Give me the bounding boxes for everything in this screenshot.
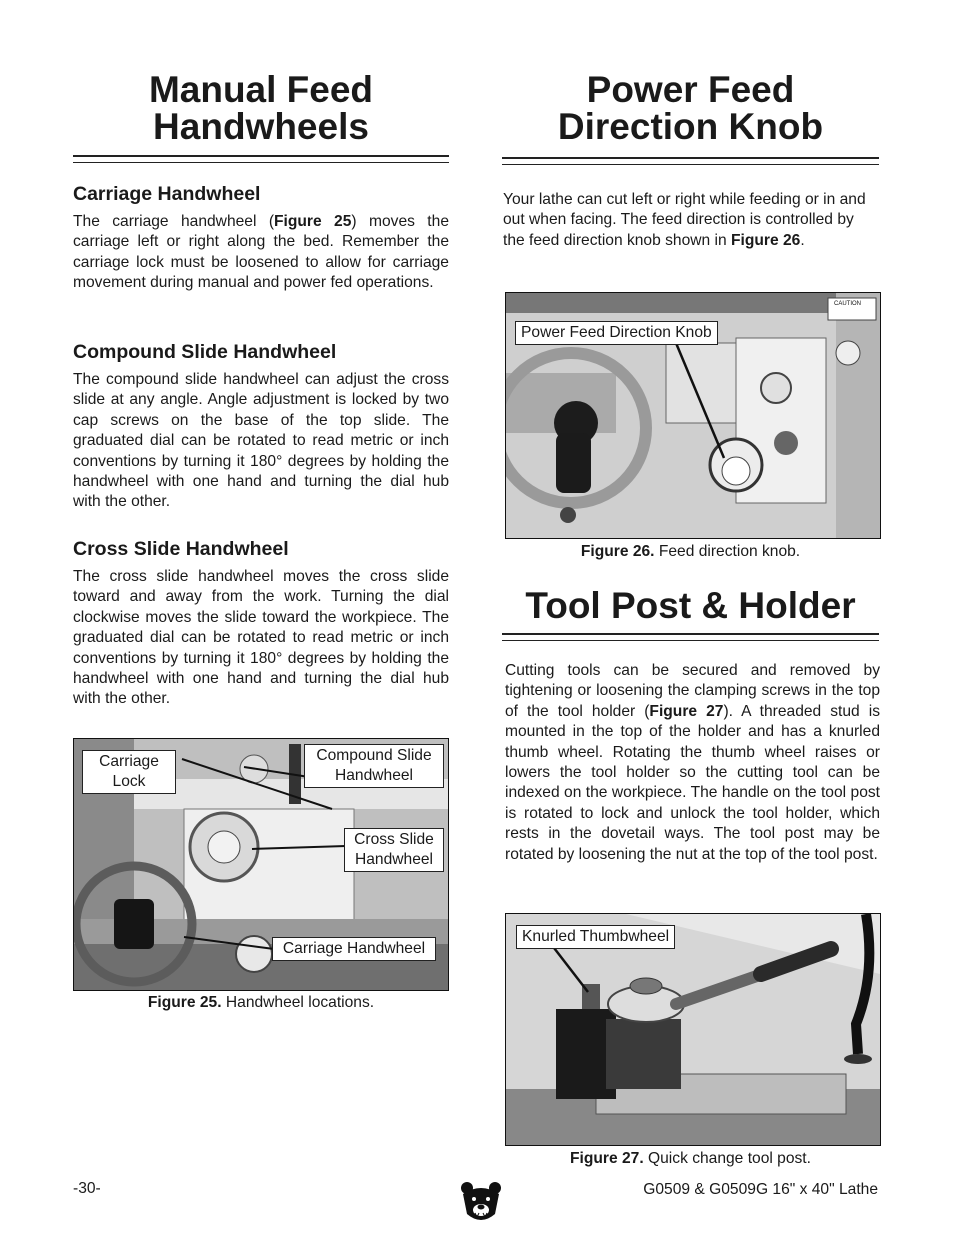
caution-label: CAUTION [834, 301, 861, 307]
title-power-feed: Power Feed Direction Knob [557, 69, 824, 147]
figure-25-caption: Figure 25. Handwheel locations. [147, 994, 375, 1011]
section-heading: Cross Slide Handwheel [73, 538, 289, 560]
section-body: The cross slide handwheel moves the cross slide toward and away from the work. Turning the dial clockwise moves the slide toward the workpiece. The graduated dial can be rotated to read metric or inch conventions by turning it 180° degrees by holding the handwheel with one hand and turning the dial hub with the other. [73, 568, 449, 708]
page-number: -30- [73, 1180, 101, 1197]
section-cross-slide-handwheel [73, 538, 449, 710]
callout-cross-slide-handwheel: Cross Slide Handwheel [344, 828, 444, 872]
figure-27-photo [505, 913, 881, 1146]
figure-26-caption: Figure 26. Feed direction knob. [580, 543, 801, 560]
title-rule [502, 633, 879, 641]
section-heading: Compound Slide Handwheel [73, 341, 337, 363]
title-manual-feed: Manual Feed Handwheels [148, 69, 374, 147]
model-name: G0509 & G0509G 16" x 40" Lathe [643, 1181, 878, 1198]
section-body: The carriage handwheel (Figure 25) moves the carriage left or right along the bed. Remember the carriage lock must be loosened to allow for carriage movement during manual and power fed operations. [73, 213, 449, 292]
callout-knurled-thumbwheel: Knurled Thumbwheel [516, 925, 675, 949]
title-tool-post: Tool Post & Holder [525, 585, 856, 626]
figure-25-photo [73, 738, 449, 991]
title-rule [502, 157, 879, 165]
tool-post-body: Cutting tools can be secured and removed by tightening or loosening the clamping screws in the top of the tool holder (Figure 27). A threaded stud is mounted in the top of the holder and has a knurled thumb wheel. Rotating the thumb wheel raises or lowers the tool holder so the cutting tool can be indexed on the workpiece. The handle on the tool post is rotated to lock and unlock the tool holder, which rests in the dovetail ways. The tool post may be rotated by loosening the nut at the top of the tool post. [505, 662, 880, 863]
section-body: The compound slide handwheel can adjust the cross slide at any angle. Angle adjustment is locked by two cap screws on the base of the top slide. The graduated dial can be rotated to read metric or inch conventions by turning it 180° degrees by holding the handwheel with one hand and turning the dial hub with the other. [73, 371, 449, 511]
callout-compound-slide-handwheel: Compound Slide Handwheel [304, 744, 444, 788]
figure-26-photo [505, 292, 881, 539]
callout-power-feed-direction-knob: Power Feed Direction Knob [515, 321, 718, 345]
power-feed-intro: Your lathe can cut left or right while feeding or in and out when facing. The feed direction is controlled by the feed direction knob shown in Figure 26. [503, 191, 866, 249]
callout-carriage-handwheel: Carriage Handwheel [272, 937, 436, 961]
title-rule [73, 155, 449, 163]
section-compound-handwheel [73, 341, 449, 513]
callout-carriage-lock: Carriage Lock [82, 750, 176, 794]
bear-head-logo-icon [459, 1180, 503, 1224]
section-heading: Carriage Handwheel [73, 183, 261, 205]
figure-27-caption: Figure 27. Quick change tool post. [570, 1150, 811, 1167]
section-carriage-handwheel [73, 183, 449, 294]
